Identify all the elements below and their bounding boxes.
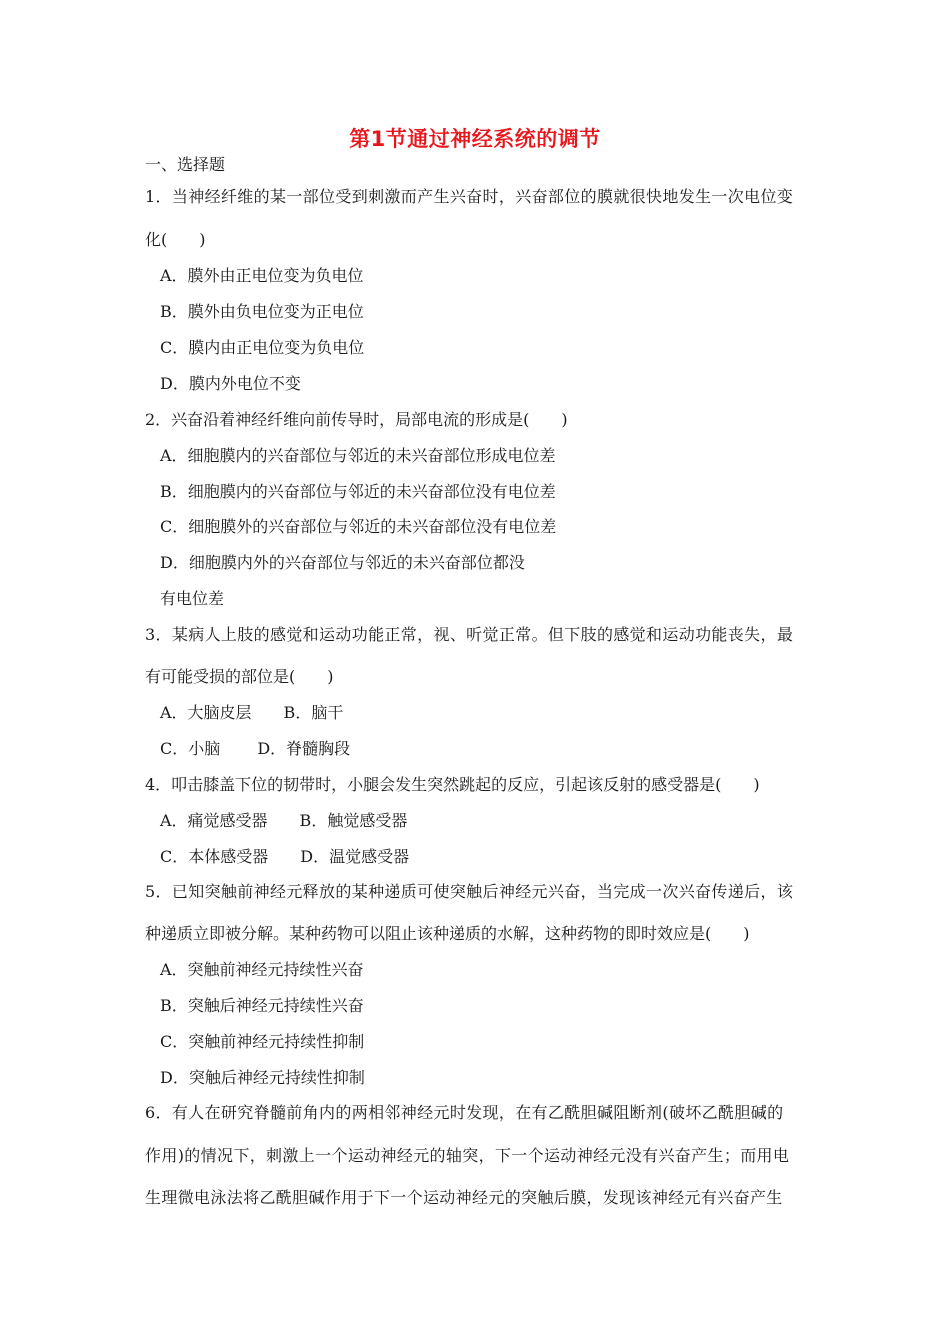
question-3-text-cont: 有可能受损的部位是( ) xyxy=(145,667,334,686)
question-5-option-a: A．突触前神经元持续性兴奋 xyxy=(160,960,364,979)
question-2-option-d: D．细胞膜内外的兴奋部位与邻近的未兴奋部位都没 xyxy=(160,553,525,572)
question-2-option-a: A．细胞膜内的兴奋部位与邻近的未兴奋部位形成电位差 xyxy=(160,446,556,465)
question-5-option-c: C．突触前神经元持续性抑制 xyxy=(160,1032,365,1051)
question-2-option-d-cont: 有电位差 xyxy=(160,589,225,608)
question-1-option-d: D．膜内外电位不变 xyxy=(160,374,301,393)
question-5-option-d: D．突触后神经元持续性抑制 xyxy=(160,1068,365,1087)
question-6-text-cont-1: 作用)的情况下，刺激上一个运动神经元的轴突，下一个运动神经元没有兴奋产生；而用电 xyxy=(145,1146,790,1165)
question-4-options-ab: A．痛觉感受器 B．触觉感受器 xyxy=(160,811,408,830)
question-6-text: 6．有人在研究脊髓前角内的两相邻神经元时发现，在有乙酰胆碱阻断剂(破坏乙酰胆碱的 xyxy=(145,1103,784,1122)
question-5-text-cont: 种递质立即被分解。某种药物可以阻止该种递质的水解，这种药物的即时效应是( ) xyxy=(145,924,750,943)
question-1-text: 1．当神经纤维的某一部位受到刺激而产生兴奋时，兴奋部位的膜就很快地发生一次电位变 xyxy=(145,187,794,206)
question-1-text-cont: 化( ) xyxy=(145,230,206,249)
question-3-options-ab: A．大脑皮层 B．脑干 xyxy=(160,703,344,722)
question-2-option-c: C．细胞膜外的兴奋部位与邻近的未兴奋部位没有电位差 xyxy=(160,517,557,536)
question-1-option-a: A．膜外由正电位变为负电位 xyxy=(160,266,364,285)
question-3-text: 3．某病人上肢的感觉和运动功能正常，视、听觉正常。但下肢的感觉和运动功能丧失，最 xyxy=(145,625,794,644)
page-title: 第1节通过神经系统的调节 xyxy=(349,127,601,151)
question-5-text: 5．已知突触前神经元释放的某种递质可使突触后神经元兴奋，当完成一次兴奋传递后，该 xyxy=(145,882,794,901)
question-4-text: 4．叩击膝盖下位的韧带时，小腿会发生突然跳起的反应，引起该反射的感受器是( ) xyxy=(145,775,760,794)
question-6-text-cont-2: 生理微电泳法将乙酰胆碱作用于下一个运动神经元的突触后膜，发现该神经元有兴奋产生 xyxy=(145,1188,783,1207)
question-2-text: 2．兴奋沿着神经纤维向前传导时，局部电流的形成是( ) xyxy=(145,410,568,429)
question-1-option-c: C．膜内由正电位变为负电位 xyxy=(160,338,365,357)
question-2-option-b: B．细胞膜内的兴奋部位与邻近的未兴奋部位没有电位差 xyxy=(160,482,556,501)
question-5-option-b: B．突触后神经元持续性兴奋 xyxy=(160,996,364,1015)
question-4-options-cd: C．本体感受器 D．温觉感受器 xyxy=(160,847,410,866)
question-1-option-b: B．膜外由负电位变为正电位 xyxy=(160,302,364,321)
section-heading: 一、选择题 xyxy=(145,155,226,174)
question-3-options-cd: C．小脑 D．脊髓胸段 xyxy=(160,739,351,758)
